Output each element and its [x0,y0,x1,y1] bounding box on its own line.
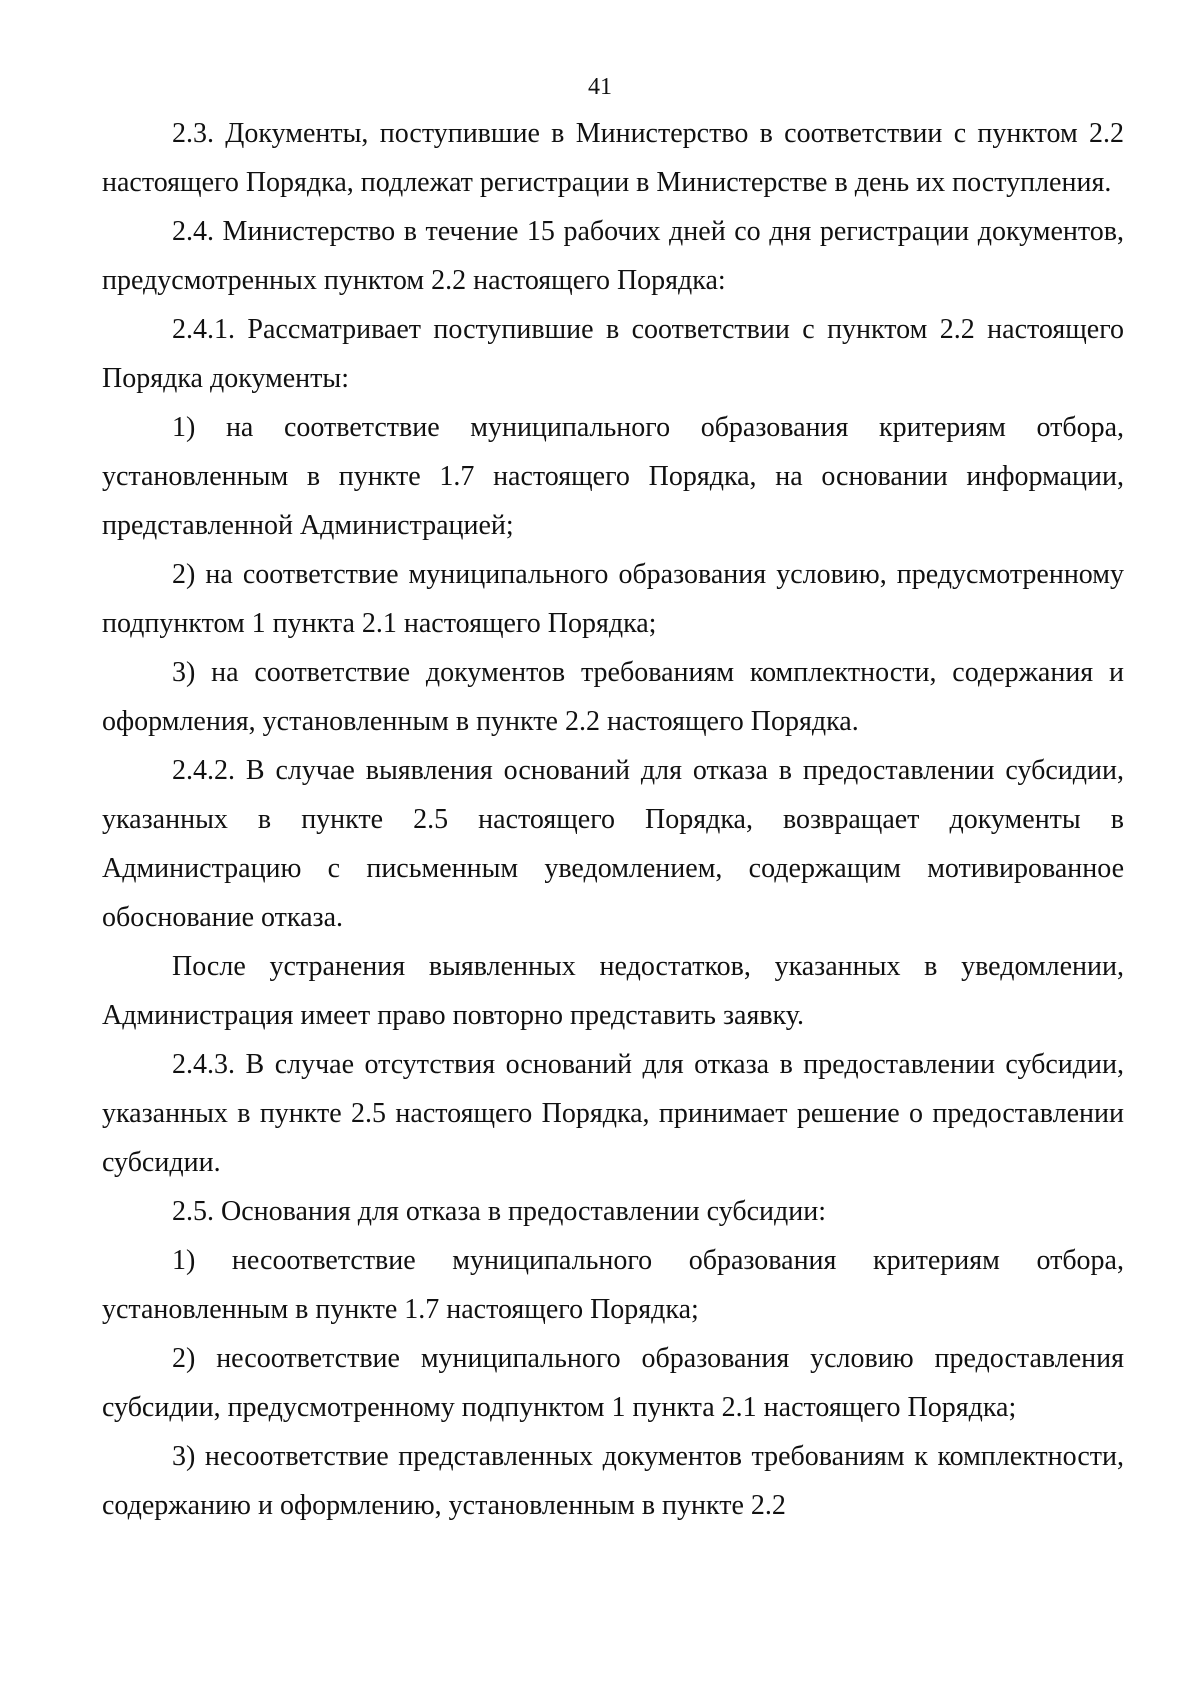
paragraph-2-5-item-3: 3) несоответствие представленных документов требованиям к комплектности, содержанию и оформлению, установленным в пункте 2.2 [102,1441,1124,1521]
paragraph-2-5-item-2: 2) несоответствие муниципального образования условию предоставления субсидии, предусмотренному подпунктом 1 пункта 2.1 настоящего Порядка; [102,1343,1124,1423]
page-number: 41 [588,74,612,100]
paragraph-2-5-item-1: 1) несоответствие муниципального образования критериям отбора, установленным в пункте 1.7 настоящего Порядка; [102,1245,1124,1325]
paragraph-2-4-1: 2.4.1. Рассматривает поступившие в соответствии с пунктом 2.2 настоящего Порядка документы: [102,314,1124,394]
paragraph-2-4-3: 2.4.3. В случае отсутствия оснований для отказа в предоставлении субсидии, указанных в пункте 2.5 настоящего Порядка, принимает решение о предоставлении субсидии. [102,1049,1124,1178]
paragraph-2-4-1-item-3: 3) на соответствие документов требованиям комплектности, содержания и оформления, установленным в пункте 2.2 настоящего Порядка. [102,657,1124,737]
paragraph-2-4-1-item-1: 1) на соответствие муниципального образования критериям отбора, установленным в пункте 1.7 настоящего Порядка, на основании информации, представленной Администрацией; [102,412,1124,541]
paragraph-2-5: 2.5. Основания для отказа в предоставлении субсидии: [172,1196,827,1227]
paragraph-2-4-2: 2.4.2. В случае выявления оснований для отказа в предоставлении субсидии, указанных в пункте 2.5 настоящего Порядка, возвращает документы в Администрацию с письменным уведомлением, содержащим мотивированное обоснование отказа. [102,755,1124,933]
paragraph-2-4: 2.4. Министерство в течение 15 рабочих дней со дня регистрации документов, предусмотренных пунктом 2.2 настоящего Порядка: [102,216,1124,296]
paragraph-2-4-1-item-2: 2) на соответствие муниципального образования условию, предусмотренному подпунктом 1 пункта 2.1 настоящего Порядка; [102,559,1124,639]
paragraph-resubmission: После устранения выявленных недостатков, указанных в уведомлении, Администрация имеет право повторно представить заявку. [102,951,1124,1031]
paragraph-2-3: 2.3. Документы, поступившие в Министерство в соответствии с пунктом 2.2 настоящего Порядка, подлежат регистрации в Министерстве в день их поступления. [102,118,1124,198]
document-body [102,109,1124,1530]
